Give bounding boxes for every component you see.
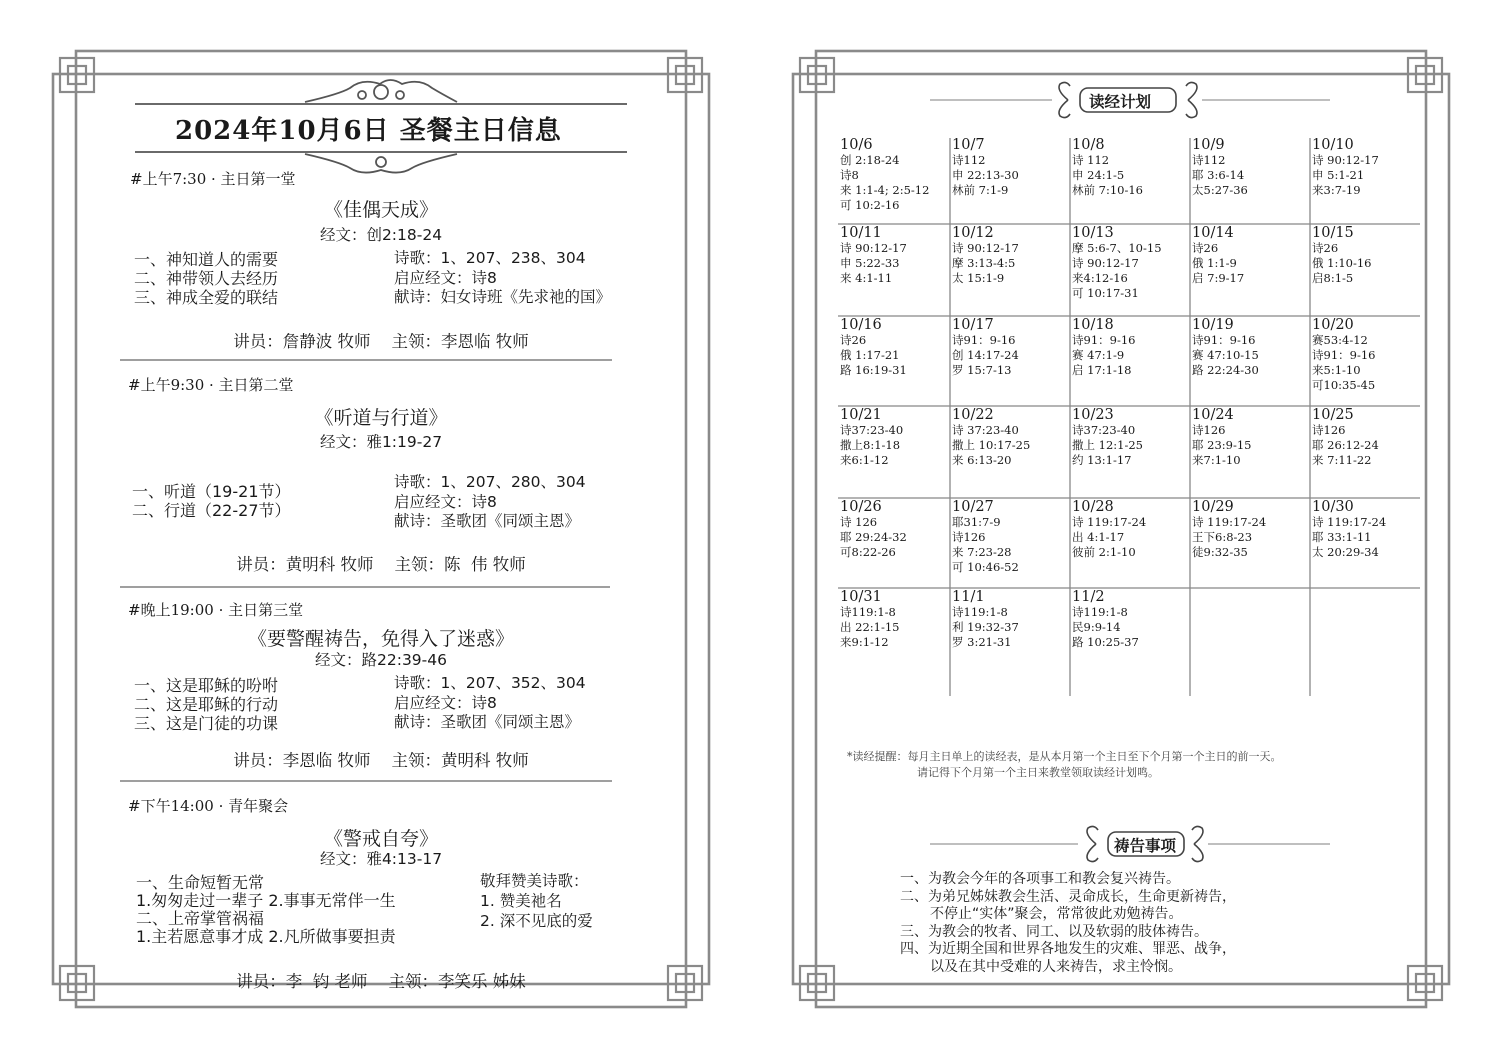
reading-day-date: 10/9 (1192, 137, 1225, 153)
prayer-item: 不停止“实体”聚会，常常彼此劝勉祷告。 (930, 906, 1183, 922)
hymn-item: 献诗：圣歌团《同颂主恩》 (394, 512, 581, 530)
reading-passage: 申 5:22-33 (840, 256, 900, 270)
reading-day-date: 10/12 (952, 225, 994, 241)
hymn-item: 献诗：圣歌团《同颂主恩》 (394, 713, 581, 731)
reading-passage: 诗26 (840, 333, 867, 347)
reading-day-date: 10/13 (1072, 225, 1114, 241)
reading-day-cell (1072, 137, 1143, 198)
reading-passage: 来9:1-12 (840, 635, 889, 649)
prayer-item: 以及在其中受难的人来祷告，求主怜悯。 (930, 958, 1182, 975)
outline-item: 三、这是门徒的功课 (134, 714, 279, 733)
outline-item: 一、这是耶稣的吩咐 (134, 676, 279, 695)
prayer-item: 一、为教会今年的各项事工和教会复兴祷告。 (900, 871, 1180, 887)
reading-passage: 诗112 (1192, 153, 1226, 167)
reading-passage: 赛 47:1-9 (1072, 348, 1125, 362)
reading-passage: 诗 119:17-24 (1312, 515, 1387, 529)
reading-passage: 路 16:19-31 (840, 363, 907, 377)
sermon-outline (136, 874, 396, 946)
hymn-item: 诗歌：1、207、238、304 (394, 249, 586, 267)
reading-passage: 赛53:4-12 (1312, 333, 1368, 347)
hymn-item: 诗歌：1、207、352、304 (394, 674, 586, 692)
reading-passage: 申 24:1-5 (1072, 168, 1125, 182)
reading-day-cell (1072, 225, 1162, 301)
outline-item: 二、上帝掌管祸福 (136, 909, 265, 928)
reading-passage: 可 10:46-52 (952, 560, 1019, 574)
outline-item: 一、神知道人的需要 (134, 250, 279, 269)
reading-day-date: 10/11 (840, 225, 882, 241)
reading-day-date: 10/21 (840, 407, 882, 423)
reading-day-cell (1072, 589, 1139, 650)
reading-passage: 诗126 (1192, 423, 1226, 437)
reading-day-date: 10/31 (840, 589, 882, 605)
reading-day-cell (840, 225, 907, 286)
reading-passage: 撒上 10:17-25 (952, 438, 1031, 452)
speaker-line: 讲员：李恩临 牧师 主领：黄明科 牧师 (233, 751, 529, 770)
reading-passage: 诗91：9-16 (952, 333, 1016, 347)
reading-day-cell (1192, 137, 1248, 198)
reading-passage: 罗 3:21-31 (952, 635, 1012, 649)
reading-day-date: 10/24 (1192, 407, 1234, 423)
hymn-item: 诗歌：1、207、280、304 (394, 473, 586, 491)
reading-day-date: 10/8 (1072, 137, 1105, 153)
scripture-ref: 经文：路22:39-46 (315, 651, 447, 669)
reading-day-cell (840, 137, 929, 213)
reading-passage: 彼前 2:1-10 (1072, 545, 1136, 559)
reading-passage: 诗37:23-40 (840, 423, 904, 437)
right-page (790, 48, 1452, 1010)
reading-day-date: 10/19 (1192, 317, 1234, 333)
service-time: #晚上19:00 · 主日第三堂 (128, 601, 304, 619)
reading-passage: 来 7:11-22 (1312, 453, 1372, 467)
reading-day-date: 10/27 (952, 499, 994, 515)
reading-passage: 诗91：9-16 (1192, 333, 1256, 347)
reading-day-date: 10/10 (1312, 137, 1354, 153)
reading-passage: 诗 90:12-17 (1072, 256, 1139, 270)
reading-passage: 耶31:7-9 (952, 515, 1001, 529)
reading-passage: 撒上 12:1-25 (1072, 438, 1143, 452)
reading-passage: 耶 26:12-24 (1312, 438, 1379, 452)
reading-day-date: 10/22 (952, 407, 994, 423)
reading-passage: 太 15:1-9 (952, 271, 1005, 285)
reading-passage: 诗 119:17-24 (1192, 515, 1267, 529)
reading-passage: 创 14:17-24 (952, 348, 1019, 362)
page-title: 2024年10月6日 圣餐主日信息 (175, 116, 562, 146)
reading-day-date: 11/2 (1072, 589, 1105, 605)
hymn-list (394, 674, 586, 733)
reading-day-date: 10/23 (1072, 407, 1114, 423)
reading-passage: 王下6:8-23 (1192, 530, 1253, 544)
reading-day-date: 10/25 (1312, 407, 1354, 423)
hymn-item: 2. 深不见底的爱 (480, 912, 593, 930)
reading-day-cell (1192, 225, 1244, 286)
reading-passage: 诗126 (1312, 423, 1346, 437)
reading-passage: 申 5:1-21 (1312, 168, 1365, 182)
reading-day-cell (1312, 137, 1379, 198)
outline-item: 二、这是耶稣的行动 (134, 695, 279, 714)
reading-day-cell (840, 499, 907, 560)
reading-day-date: 10/14 (1192, 225, 1234, 241)
speaker-line: 讲员：黄明科 牧师 主领：陈 伟 牧师 (236, 555, 526, 574)
reading-passage: 罗 15:7-13 (952, 363, 1012, 377)
outline-item: 三、神成全爱的联结 (134, 288, 279, 307)
reading-passage: 诗119:1-8 (840, 605, 896, 619)
reading-passage: 诗91：9-16 (1312, 348, 1376, 362)
reading-day-date: 10/20 (1312, 317, 1354, 333)
reading-passage: 诗 90:12-17 (952, 241, 1019, 255)
reading-passage: 申 22:13-30 (952, 168, 1019, 182)
outline-item: 一、生命短暂无常 (136, 873, 265, 892)
sermon-outline (134, 250, 278, 307)
reading-day-date: 10/30 (1312, 499, 1354, 515)
reading-day-cell (1072, 317, 1135, 378)
reading-day-cell (1192, 407, 1252, 468)
reading-day-cell (1312, 225, 1372, 286)
sermon-title: 《听道与行道》 (314, 407, 448, 429)
reading-passage: 利 19:32-37 (952, 620, 1019, 634)
reading-passage: 诗26 (1312, 241, 1339, 255)
reading-passage: 来5:1-10 (1312, 363, 1361, 377)
outline-item: 1.主若愿意事才成 2.凡所做事要担责 (136, 927, 396, 946)
reading-passage: 诗37:23-40 (1072, 423, 1136, 437)
reading-day-date: 10/7 (952, 137, 985, 153)
reading-passage: 民9:9-14 (1072, 620, 1121, 634)
scripture-ref: 经文：雅4:13-17 (319, 850, 443, 868)
service-time: #上午7:30 · 主日第一堂 (130, 170, 296, 188)
reading-day-date: 10/28 (1072, 499, 1114, 515)
reading-day-cell (1192, 317, 1259, 378)
reading-passage: 撒上8:1-18 (840, 438, 901, 452)
reading-passage: 俄 1:17-21 (840, 348, 900, 362)
scripture-ref: 经文：创2:18-24 (319, 226, 443, 244)
sermon-title: 《佳偶天成》 (323, 199, 438, 221)
hymn-list (394, 473, 586, 532)
reading-passage: 约 13:1-17 (1072, 453, 1132, 467)
hymn-item: 敬拜赞美诗歌： (480, 872, 589, 890)
outline-item: 一、听道（19-21节） (132, 482, 291, 501)
service-time: #上午9:30 · 主日第二堂 (128, 376, 294, 394)
sermon-title: 《要警醒祷告，免得入了迷惑》 (247, 628, 514, 650)
reading-note: *读经提醒：每月主日单上的读经表，是从本月第一个主日至下个月第一个主日的前一天。 (847, 750, 1282, 763)
reading-passage: 来4:12-16 (1072, 271, 1128, 285)
hymn-item: 启应经文：诗8 (394, 268, 497, 287)
reading-day-date: 10/15 (1312, 225, 1354, 241)
outline-item: 二、行道（22-27节） (132, 501, 291, 520)
reading-passage: 徒9:32-35 (1192, 545, 1248, 559)
reading-day-date: 10/29 (1192, 499, 1234, 515)
reading-passage: 出 22:1-15 (840, 620, 900, 634)
sermon-title: 《警戒自夸》 (323, 828, 438, 850)
reading-passage: 可8:22-26 (840, 545, 896, 559)
prayer-title: 祷告事项 (1114, 836, 1177, 855)
reading-day-cell (1312, 499, 1386, 560)
sermon-outline (134, 676, 278, 733)
prayer-item: 二、为弟兄姊妹教会生活、灵命成长，生命更新祷告， (900, 888, 1236, 905)
reading-passage: 来 7:23-28 (952, 545, 1012, 559)
reading-passage: 可10:35-45 (1312, 378, 1376, 392)
reading-day-date: 10/26 (840, 499, 882, 515)
reading-passage: 来6:1-12 (840, 453, 889, 467)
reading-day-cell (1072, 499, 1146, 560)
reading-day-cell (952, 589, 1019, 650)
reading-passage: 诗 90:12-17 (1312, 153, 1379, 167)
outline-item: 1.匆匆走过一辈子 2.事事无常伴一生 (136, 891, 396, 910)
reading-passage: 启 17:1-18 (1072, 363, 1132, 377)
reading-day-cell (952, 225, 1019, 286)
reading-passage: 太5:27-36 (1192, 183, 1248, 197)
reading-passage: 诗126 (952, 530, 986, 544)
reading-passage: 来7:1-10 (1192, 453, 1241, 467)
reading-day-cell (1192, 499, 1266, 560)
speaker-line: 讲员：詹静波 牧师 主领：李恩临 牧师 (233, 332, 529, 351)
reading-passage: 诗 90:12-17 (840, 241, 907, 255)
reading-passage: 耶 29:24-32 (840, 530, 907, 544)
prayer-item: 三、为教会的牧者、同工、以及软弱的肢体祷告。 (900, 923, 1208, 940)
reading-passage: 可 10:2-16 (840, 198, 900, 212)
reading-day-cell (952, 499, 1019, 575)
reading-day-cell (952, 137, 1019, 198)
reading-passage: 出 4:1-17 (1072, 530, 1125, 544)
sermon-outline (132, 482, 291, 520)
prayer-item: 四、为近期全国和世界各地发生的灾难、罪恶、战争， (900, 941, 1236, 957)
reading-passage: 耶 3:6-14 (1192, 168, 1245, 182)
reading-day-cell (840, 589, 900, 650)
service-time: #下午14:00 · 青年聚会 (128, 797, 289, 815)
reading-day-cell (1312, 407, 1379, 468)
hymn-list (480, 871, 593, 931)
reading-passage: 来 6:13-20 (952, 453, 1012, 467)
reading-passage: 启 7:9-17 (1192, 271, 1245, 285)
reading-passage: 耶 23:9-15 (1192, 438, 1252, 452)
speaker-line: 讲员：李 钧 老师 主领：李笑乐 姊妹 (236, 972, 526, 991)
reading-passage: 诗 126 (840, 515, 878, 529)
reading-day-date: 10/6 (840, 137, 873, 153)
reading-passage: 诗112 (952, 153, 986, 167)
hymn-item: 献诗：妇女诗班《先求祂的国》 (394, 288, 612, 306)
reading-passage: 诗26 (1192, 241, 1219, 255)
reading-day-cell (1312, 317, 1375, 393)
reading-passage: 诗8 (840, 168, 859, 182)
reading-passage: 诗119:1-8 (1072, 605, 1128, 619)
reading-note: 请记得下个月第一个主日来教堂领取读经计划鸣。 (917, 766, 1159, 779)
reading-passage: 路 10:25-37 (1072, 635, 1139, 649)
reading-day-date: 10/16 (840, 317, 882, 333)
prayer-list (900, 871, 1236, 976)
reading-day-cell (1072, 407, 1143, 468)
reading-day-cell (952, 317, 1019, 378)
outline-item: 二、神带领人去经历 (134, 269, 279, 288)
reading-passage: 来 4:1-11 (840, 271, 893, 285)
reading-passage: 诗 119:17-24 (1072, 515, 1147, 529)
reading-passage: 摩 5:6-7、10-15 (1072, 241, 1162, 255)
reading-day-date: 10/18 (1072, 317, 1114, 333)
scripture-ref: 经文：雅1:19-27 (319, 433, 443, 451)
reading-passage: 诗119:1-8 (952, 605, 1008, 619)
reading-passage: 赛 47:10-15 (1192, 348, 1259, 362)
reading-passage: 俄 1:1-9 (1192, 256, 1237, 270)
reading-passage: 林前 7:10-16 (1072, 183, 1143, 197)
reading-passage: 路 22:24-30 (1192, 363, 1259, 377)
reading-passage: 启8:1-5 (1312, 271, 1354, 285)
hymn-item: 启应经文：诗8 (394, 492, 497, 511)
hymn-item: 1. 赞美祂名 (480, 892, 562, 910)
reading-passage: 可 10:17-31 (1072, 286, 1139, 300)
reading-day-date: 10/17 (952, 317, 994, 333)
reading-passage: 俄 1:10-16 (1312, 256, 1372, 270)
hymn-item: 启应经文：诗8 (394, 693, 497, 712)
reading-passage: 耶 33:1-11 (1312, 530, 1372, 544)
reading-day-cell (840, 317, 907, 378)
reading-passage: 来3:7-19 (1312, 183, 1361, 197)
reading-plan-title: 读经计划 (1089, 92, 1152, 111)
reading-passage: 诗91：9-16 (1072, 333, 1136, 347)
left-page (50, 48, 712, 1010)
reading-passage: 创 2:18-24 (840, 153, 900, 167)
reading-day-date: 11/1 (952, 589, 985, 605)
reading-passage: 太 20:29-34 (1312, 545, 1379, 559)
reading-day-cell (840, 407, 903, 468)
reading-passage: 诗 37:23-40 (952, 423, 1019, 437)
reading-day-cell (952, 407, 1030, 468)
reading-passage: 来 1:1-4; 2:5-12 (840, 183, 930, 197)
reading-passage: 摩 3:13-4:5 (952, 256, 1016, 270)
reading-passage: 诗 112 (1072, 153, 1110, 167)
hymn-list (394, 249, 611, 308)
reading-passage: 林前 7:1-9 (952, 183, 1009, 197)
